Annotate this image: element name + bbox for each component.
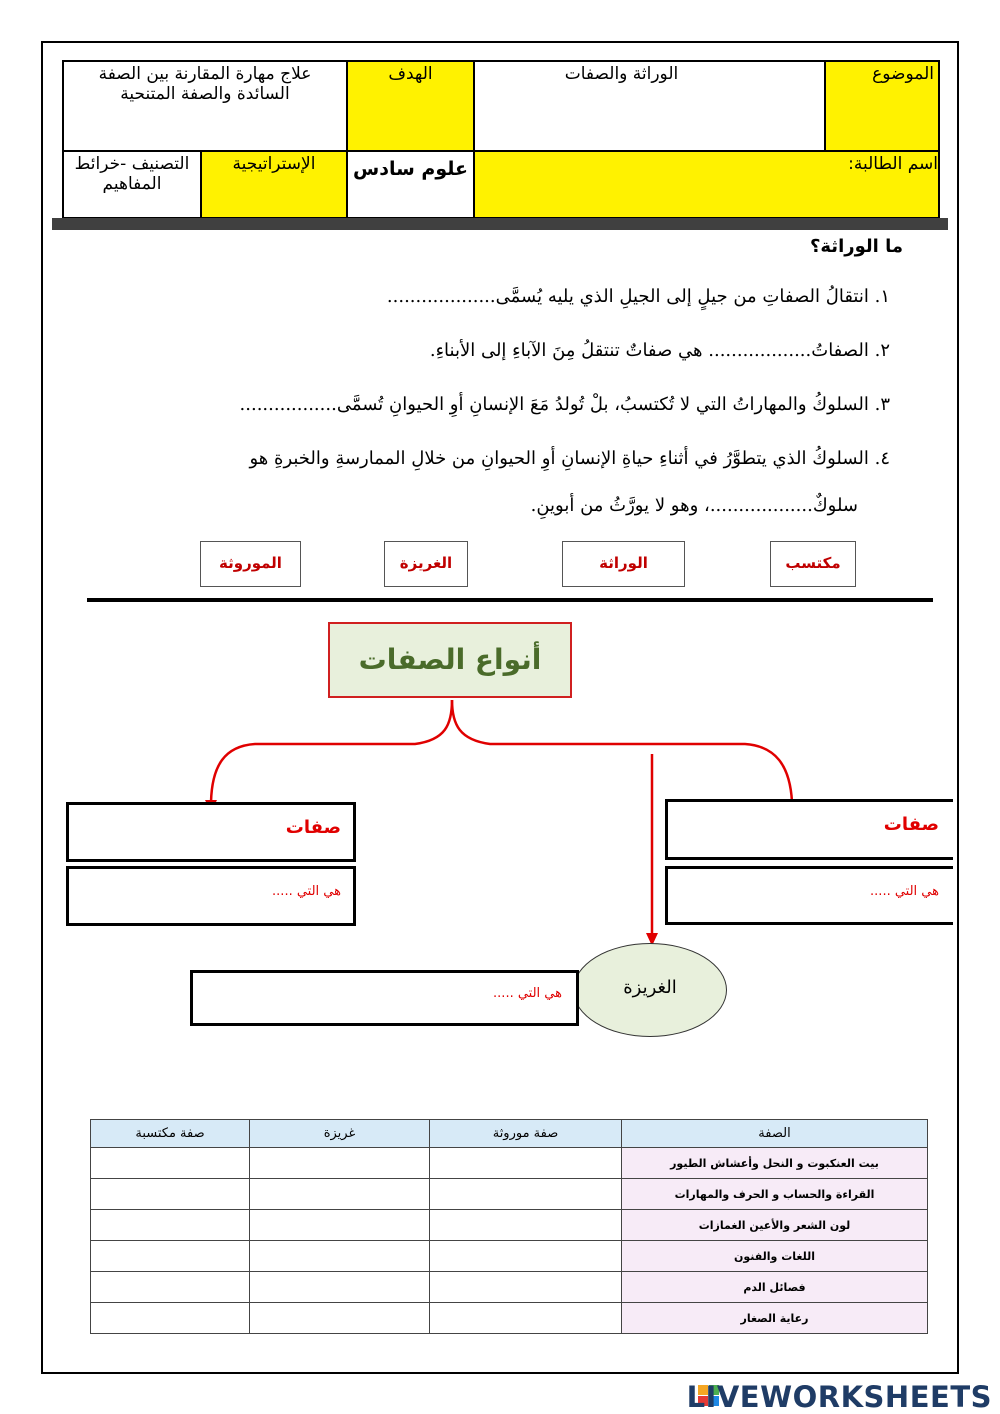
- classification-table: [90, 1119, 928, 1334]
- strategy-label: الإستراتيجية: [201, 151, 347, 218]
- answer-cell[interactable]: [250, 1210, 430, 1241]
- column-header: غريزة: [250, 1120, 430, 1148]
- answer-cell[interactable]: [250, 1179, 430, 1210]
- answer-cell[interactable]: [91, 1210, 250, 1241]
- course-label: علوم سادس: [347, 151, 474, 218]
- concept-map-title: أنواع الصفات: [328, 622, 572, 698]
- answer-cell[interactable]: [91, 1303, 250, 1334]
- trait-cell: فصائل الدم: [622, 1272, 928, 1303]
- right-type-label: صفات: [883, 814, 939, 835]
- instinct-oval: الغريزة: [573, 943, 727, 1037]
- table-row: [91, 1303, 928, 1334]
- answer-cell[interactable]: [430, 1241, 622, 1272]
- answer-cell[interactable]: [430, 1179, 622, 1210]
- section-heading: ما الوراثة؟: [809, 236, 903, 257]
- answer-cell[interactable]: [430, 1303, 622, 1334]
- answer-cell[interactable]: [91, 1179, 250, 1210]
- left-desc-text: هي التي .....: [272, 884, 341, 899]
- answer-cell[interactable]: [250, 1272, 430, 1303]
- answer-cell[interactable]: [91, 1148, 250, 1179]
- answer-cell[interactable]: [430, 1148, 622, 1179]
- word-bank-item[interactable]: الموروثة: [200, 541, 301, 587]
- table-header-row: [91, 1120, 928, 1148]
- table-row: [91, 1241, 928, 1272]
- right-desc-box[interactable]: [665, 866, 953, 925]
- column-header: الصفة: [622, 1120, 928, 1148]
- answer-cell[interactable]: [430, 1210, 622, 1241]
- question-3: ٣. السلوكُ والمهاراتُ التي لا تُكتسبُ، بلْ تُولدُ مَعَ الإنسانِ أوِ الحيوانِ تُسمَّى.................: [239, 394, 890, 415]
- word-bank-item[interactable]: الوراثة: [562, 541, 685, 587]
- goal-label: الهدف: [347, 61, 474, 151]
- subject-label: الموضوع: [825, 61, 939, 151]
- table-row: [91, 1272, 928, 1303]
- student-name-field[interactable]: اسم الطالبة:: [474, 151, 939, 218]
- answer-cell[interactable]: [250, 1148, 430, 1179]
- trait-cell: رعاية الصغار: [622, 1303, 928, 1334]
- trait-cell: اللغات والفنون: [622, 1241, 928, 1272]
- answer-cell[interactable]: [91, 1272, 250, 1303]
- trait-cell: القراءة والحساب و الحرف والمهارات: [622, 1179, 928, 1210]
- goal-value: علاج مهارة المقارنة بين الصفة السائدة والصفة المتنحية: [63, 61, 347, 151]
- right-desc-text: هي التي .....: [870, 884, 939, 899]
- answer-cell[interactable]: [91, 1241, 250, 1272]
- table-row: [91, 1148, 928, 1179]
- left-type-box[interactable]: [66, 802, 356, 862]
- answer-cell[interactable]: [250, 1241, 430, 1272]
- left-type-label: صفات: [285, 817, 341, 838]
- section-divider: [87, 598, 933, 602]
- trait-cell: بيت العنكبوت و النحل وأعشاش الطيور: [622, 1148, 928, 1179]
- strategy-value: التصنيف -خرائط المفاهيم: [63, 151, 201, 218]
- subject-value: الوراثة والصفات: [474, 61, 825, 151]
- arrow-left-branch: [211, 700, 452, 802]
- header-divider: [52, 218, 948, 230]
- right-type-box[interactable]: [665, 799, 953, 860]
- instinct-desc-box[interactable]: [190, 970, 579, 1026]
- trait-cell: لون الشعر والأعين الغمازات: [622, 1210, 928, 1241]
- question-2: ٢. الصفاتُ.................. هي صفاتٌ تنتقلُ مِنَ الآباءِ إلى الأبناءِ.: [429, 340, 890, 361]
- answer-cell[interactable]: [430, 1272, 622, 1303]
- answer-cell[interactable]: [250, 1303, 430, 1334]
- left-desc-box[interactable]: [66, 866, 356, 926]
- instinct-desc-text: هي التي .....: [493, 986, 562, 1001]
- question-4: ٤. السلوكُ الذي يتطوَّرُ في أثناءِ حياةِ الإنسانِ أوِ الحيوانِ من خلالِ الممارسةِ والخبرةِ هو: [249, 448, 890, 469]
- table-row: [91, 1210, 928, 1241]
- question-4-continued: سلوكٌ..................، وهو لا يورَّثُ من أبوينِ.: [530, 495, 858, 516]
- question-1: ١. انتقالُ الصفاتِ من جيلٍ إلى الجيلِ الذي يليه يُسمَّى...................: [386, 286, 890, 307]
- table-row: [91, 1179, 928, 1210]
- column-header: صفة مكتسبة: [91, 1120, 250, 1148]
- word-bank-item[interactable]: مكتسب: [770, 541, 856, 587]
- word-bank-item[interactable]: الغريزة: [384, 541, 468, 587]
- header-table: [62, 60, 940, 219]
- column-header: صفة موروثة: [430, 1120, 622, 1148]
- liveworksheets-brand[interactable]: LIVEWORKSHEETS: [686, 1380, 992, 1414]
- arrow-right-branch: [452, 700, 792, 802]
